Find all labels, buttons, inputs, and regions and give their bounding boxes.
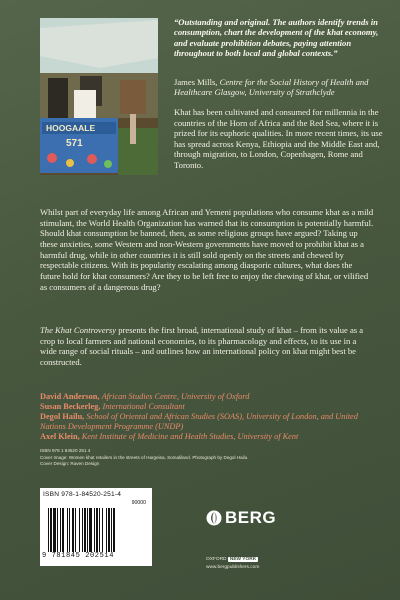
photo-sign-top: HOOGAALE xyxy=(46,123,96,133)
barcode-isbn-label: ISBN 978-1-84520-251-4 xyxy=(43,491,122,498)
barcode-bar xyxy=(87,508,88,552)
description-paragraph-2: Whilst part of everyday life among African and Yemeni populations who consume khat as a mild stimulant, the World Health Organization has warned that its consumption is potentially harmful. Should khat consumption be banned, then, as some religious groups have argued? Taking up these anxieties, some Western and non-Western governments have moved to prohibit khat as a harmful drug, while in other countries it is still sold openly on the streets and chewed by respectable citizens. With its popularity escalating among diasporic cultures, what does the future hold for khat consumers? Are they to be left free to enjoy the chewing of khat, or vilified as consumers of a dangerous drug? xyxy=(40,207,374,292)
description-paragraph-1: Khat has been cultivated and consumed for millennia in the countries of the Horn of Africa and the Red Sea, where it is prized for its euphoric qualities. In more recent times, its use has spread across Kenya, Ethiopia and the Middle East and, through migration, to London, Copenhagen, Rome and Toronto. xyxy=(174,107,383,170)
barcode-bar xyxy=(79,508,80,552)
barcode-bar xyxy=(111,508,112,552)
quote-attribution xyxy=(174,77,388,98)
author-entry xyxy=(40,392,380,402)
barcode-bar xyxy=(53,508,56,552)
cover-design-credit: Cover Design: Raven Design xyxy=(40,461,100,467)
barcode-bar xyxy=(99,508,100,552)
publisher-name: BERG xyxy=(225,508,277,527)
barcode-bar xyxy=(75,508,76,552)
cover-image-credit: Cover Image: Women khat retailers in the streets of Hargeisa, Somaliland. Photograph by Degol Hailu. xyxy=(40,454,249,460)
author-affiliation: African Studies Centre, University of Oxford xyxy=(101,392,250,401)
attribution-affiliation: Centre for the Social History of Health and Healthcare Glasgow, University of Strathclyde xyxy=(174,77,369,98)
author-entry xyxy=(40,432,380,442)
author-affiliation: School of Oriental and African Studies (SOAS), University of London, and United Nations Development Programme (UNDP) xyxy=(40,412,358,432)
endorsement-quote: “Outstanding and original. The authors identify trends in consumption, chart the development of the khat economy, and evaluate prohibition debates, paying attention throughout to both local and global contexts.” xyxy=(174,17,379,58)
barcode-bar xyxy=(62,508,64,552)
isbn-barcode xyxy=(40,488,152,566)
barcode-bar xyxy=(57,508,58,552)
description-paragraph-3 xyxy=(40,325,375,368)
barcode-digits: 9 781845 202514 xyxy=(42,552,115,560)
barcode-bar xyxy=(60,508,61,552)
barcode-bar xyxy=(102,508,103,552)
author-affiliation: Kent Institute of Medicine and Health Studies, University of Kent xyxy=(81,432,299,442)
barcode-bars xyxy=(46,508,146,552)
author-affiliation: International Consultant xyxy=(102,402,185,412)
barcode-bar xyxy=(84,508,86,552)
barcode-bar xyxy=(69,508,70,552)
author-list xyxy=(40,392,380,442)
publisher-logo xyxy=(206,508,276,528)
author-entry xyxy=(40,412,380,432)
cover-photo-illustration xyxy=(40,18,158,175)
barcode-bar xyxy=(67,508,68,552)
author-name: Degol Hailu, xyxy=(40,412,85,422)
author-name: Susan Beckerleg, xyxy=(40,402,101,412)
barcode-bar xyxy=(82,508,83,552)
barcode-price-code: 90000 xyxy=(131,500,146,506)
photo-sign-bottom: 571 xyxy=(66,138,83,149)
isbn-line: ISBN 978 1 84520 251 4 xyxy=(40,448,91,453)
book-title-inline: The Khat Controversy xyxy=(40,325,117,335)
publisher-city-newyork: NEW YORK xyxy=(229,557,257,562)
cover-photo xyxy=(40,18,158,175)
author-name: David Anderson, xyxy=(40,392,100,401)
berg-mark-icon xyxy=(206,510,222,526)
barcode-bar xyxy=(113,508,115,552)
publisher-city-oxford: OXFORD xyxy=(206,557,227,562)
barcode-bar xyxy=(96,508,98,552)
barcode-bar xyxy=(108,508,110,552)
barcode-bar xyxy=(50,508,52,552)
publisher-locations xyxy=(206,557,258,562)
barcode-bar xyxy=(94,508,95,552)
attribution-name: James Mills, xyxy=(174,77,218,87)
paragraph-3-text: presents the first broad, international study of khat – from its value as a crop to local farmers and national economies, to its pharmacology and effects, to its use in a wide range of social rituals – and outlines how an international policy on khat might best be constructed. xyxy=(40,325,364,367)
publisher-url: www.bergpublishers.com xyxy=(206,565,260,570)
author-name: Axel Klein, xyxy=(40,432,80,442)
barcode-bar xyxy=(72,508,74,552)
barcode-bar xyxy=(89,508,92,552)
small-print xyxy=(40,448,290,468)
barcode-bar xyxy=(106,508,107,552)
author-entry xyxy=(40,402,380,412)
barcode-bar xyxy=(48,508,49,552)
